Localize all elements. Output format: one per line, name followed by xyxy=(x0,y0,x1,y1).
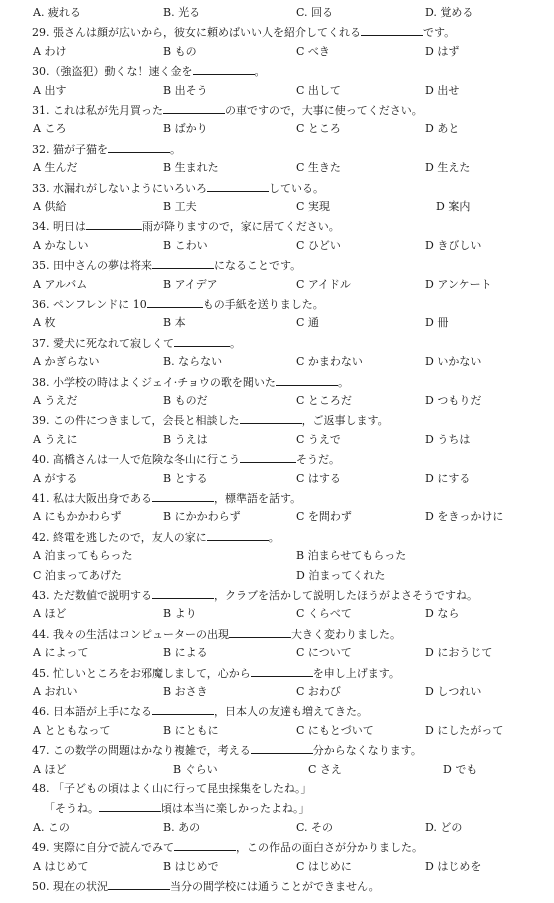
question-line xyxy=(0,218,554,234)
question-text xyxy=(32,878,380,895)
options-row xyxy=(0,509,554,525)
question-stem: 41. 私は大阪出身である xyxy=(32,492,152,505)
option-c: C 生きた xyxy=(296,161,341,175)
question-line xyxy=(0,374,554,390)
option-a: A かぎらない xyxy=(33,355,100,369)
option-b: B うえは xyxy=(163,432,208,446)
question-line xyxy=(0,412,554,428)
question-tail: している。 xyxy=(269,181,324,195)
option-a: A はじめて xyxy=(33,859,89,873)
options-row xyxy=(0,684,554,700)
option-d: D. 覚める xyxy=(425,6,474,19)
option-c: C について xyxy=(296,646,352,660)
question-text xyxy=(32,781,312,797)
question-tail: 雨が降りますので，家に居てください。 xyxy=(142,220,340,234)
question-stem: 46. 日本語が上手になる xyxy=(32,705,152,719)
option-b: B ものだ xyxy=(163,394,208,407)
option-a: A. 疲れる xyxy=(33,6,81,19)
option-d: D にする xyxy=(425,471,471,485)
option-a: A アルバム xyxy=(33,277,88,291)
question-tail: を申し上げます。 xyxy=(312,666,400,680)
question-text xyxy=(32,374,349,391)
option-d: D きびしい xyxy=(425,238,482,252)
option-a: A うえだ xyxy=(33,394,78,407)
question-stem: 33. 水漏れがしないようにいろいろ xyxy=(32,181,207,195)
question-line xyxy=(0,742,554,758)
question-text xyxy=(32,587,478,604)
option-b: B ばかり xyxy=(163,122,208,136)
options-row xyxy=(0,354,554,370)
option-c: C くらべて xyxy=(296,607,352,621)
option-b: B. あの xyxy=(163,820,201,834)
option-d: D いかない xyxy=(425,355,482,369)
question-tail: ，ご返事します。 xyxy=(301,414,389,428)
option-b: B おさき xyxy=(163,685,208,698)
option-c: C アイドル xyxy=(296,277,351,291)
options-row xyxy=(0,645,554,661)
answer-blank xyxy=(99,800,161,812)
option-a: A おれい xyxy=(33,685,78,698)
question-tail: 当分の間学校には通うことができません。 xyxy=(170,880,380,893)
question-tail: 分からなくなります。 xyxy=(312,744,422,758)
question-text xyxy=(32,839,423,856)
question-stem: 32. 猫が子猫を xyxy=(32,142,108,156)
answer-blank xyxy=(86,218,142,230)
question-tail: 。 xyxy=(268,530,280,544)
option-c: C べき xyxy=(296,44,330,58)
answer-blank xyxy=(147,296,203,308)
question-text xyxy=(44,800,310,817)
question-stem: 36. ペンフレンドに 10 xyxy=(32,298,147,311)
question-line xyxy=(0,257,554,273)
question-line xyxy=(0,102,554,118)
question-stem: 39. この件につきまして，会長と相談した xyxy=(32,414,240,428)
answer-blank xyxy=(240,412,302,424)
option-b: B. 光る xyxy=(163,6,201,19)
options-row xyxy=(0,238,554,254)
question-line xyxy=(0,141,554,157)
question-stem: 45. 忙しいところをお邪魔しまして，心から xyxy=(32,666,251,680)
question-line xyxy=(0,335,554,351)
option-d: D うちは xyxy=(425,432,471,446)
question-tail: 。 xyxy=(337,375,349,389)
question-line xyxy=(0,878,554,894)
option-d: D をきっかけに xyxy=(425,510,504,524)
question-text xyxy=(32,141,181,158)
question-stem: 42. 終電を逃したので，友人の家に xyxy=(32,530,207,544)
options-row xyxy=(0,315,554,331)
options-row xyxy=(0,548,554,564)
question-tail: ，日本人の友達も増えてきた。 xyxy=(214,705,368,719)
question-text xyxy=(32,451,340,468)
option-a: A 枚 xyxy=(33,316,56,330)
option-b: B もの xyxy=(163,44,197,58)
question-line xyxy=(0,63,554,79)
question-text xyxy=(32,335,241,352)
question-tail: 大きく変わりました。 xyxy=(291,627,401,641)
option-c: B 泊まらせてもらった xyxy=(296,549,407,563)
option-d: D はず xyxy=(425,44,460,58)
option-a: A にもかかわらず xyxy=(33,510,122,524)
option-c: C ところだ xyxy=(296,394,352,407)
option-b: B による xyxy=(163,646,208,660)
options-row xyxy=(0,606,554,622)
option-d: D 冊 xyxy=(425,316,449,330)
option-c: C 出して xyxy=(296,83,341,97)
option-a: A によって xyxy=(33,646,89,660)
answer-blank xyxy=(251,742,313,754)
question-stem: 44. 我々の生活はコンピューターの出現 xyxy=(32,627,229,641)
question-line xyxy=(0,24,554,40)
option-d: D. どの xyxy=(425,820,463,834)
answer-blank xyxy=(229,626,291,638)
question-line xyxy=(0,490,554,506)
question-tail: もの手紙を送りました。 xyxy=(202,298,324,311)
question-tail: 。 xyxy=(254,65,266,79)
option-a: A 出す xyxy=(33,83,67,97)
question-stem: 47. この数学の問題はかなり複雑で，考える xyxy=(32,744,251,758)
question-text xyxy=(32,529,280,546)
options-row xyxy=(0,762,554,778)
option-a: A ほど xyxy=(33,607,67,621)
question-line xyxy=(0,665,554,681)
options-row xyxy=(0,199,554,215)
question-tail: の車ですので，大事に使ってください。 xyxy=(225,104,423,117)
answer-blank xyxy=(152,490,214,502)
answer-blank xyxy=(163,102,225,114)
option-d: D におうじて xyxy=(425,646,493,660)
option-d: D にしたがって xyxy=(425,723,504,737)
option-d: D しつれい xyxy=(425,685,482,698)
question-tail: ，標準語を話す。 xyxy=(214,492,302,505)
question-stem: 43. ただ数値で説明する xyxy=(32,589,152,602)
question-line xyxy=(0,296,554,312)
answer-blank xyxy=(276,374,338,386)
question-stem: 37. 愛犬に死なれて寂しくて xyxy=(32,336,174,350)
question-tail: ，クラブを活かして説明したほうがよさそうですね。 xyxy=(214,589,478,602)
option-c: C かまわない xyxy=(296,355,363,369)
option-d: D あと xyxy=(425,122,460,136)
option-b: B 本 xyxy=(163,316,186,330)
option-b: B アイデア xyxy=(163,277,218,291)
question-text xyxy=(32,24,455,41)
option-d: D なら xyxy=(425,607,460,621)
option-b: B より xyxy=(163,607,197,621)
question-stem: 「そうね。 xyxy=(44,802,99,816)
answer-blank xyxy=(174,335,230,347)
option-a: A ほど xyxy=(33,762,67,776)
options-row xyxy=(0,723,554,739)
question-stem: 31. これは私が先月買った xyxy=(32,104,163,117)
question-text xyxy=(32,412,389,429)
option-c: C ところ xyxy=(296,122,341,136)
option-c: C 通 xyxy=(296,316,319,330)
question-tail: そうだ。 xyxy=(296,453,340,467)
question-text xyxy=(32,63,266,80)
option-b: B 工夫 xyxy=(163,200,197,213)
question-stem: 49. 実際に自分で読んでみて xyxy=(32,841,174,855)
options-row xyxy=(0,393,554,409)
question-tail: 。 xyxy=(170,142,181,156)
option-a: A うえに xyxy=(33,432,78,446)
question-stem: 50. 現在の状況 xyxy=(32,880,108,893)
question-stem: 34. 明日は xyxy=(32,220,86,234)
question-line xyxy=(0,703,554,719)
question-text xyxy=(32,102,423,119)
question-stem: 38. 小学校の時はよくジェイ·チョウの歌を聞いた xyxy=(32,375,276,389)
option-a: A とともなって xyxy=(33,723,111,737)
option-b: B とする xyxy=(163,471,208,485)
options-row xyxy=(0,568,554,584)
option-b: B はじめで xyxy=(163,859,219,873)
question-text xyxy=(32,665,400,682)
question-text xyxy=(32,257,301,274)
question-line xyxy=(0,180,554,196)
question-stem: 29. 張さんは顔が広いから，彼女に頼めばいい人を紹介してくれる xyxy=(32,26,361,40)
option-a: A かなしい xyxy=(33,238,89,252)
question-text xyxy=(32,626,401,643)
option-c: C おわび xyxy=(296,685,341,698)
question-text xyxy=(32,218,340,235)
answer-blank xyxy=(108,878,170,890)
options-row xyxy=(0,432,554,448)
question-line xyxy=(0,587,554,603)
options-row xyxy=(0,859,554,875)
options-row xyxy=(0,83,554,99)
question-text xyxy=(32,180,324,197)
options-row xyxy=(0,121,554,137)
option-b: B こわい xyxy=(163,238,208,252)
question-line xyxy=(0,800,554,816)
option-a: A ころ xyxy=(33,122,67,136)
option-d: D つもりだ xyxy=(425,394,482,407)
question-line xyxy=(0,529,554,545)
option-c: C うえで xyxy=(296,432,341,446)
question-line xyxy=(0,839,554,855)
option-a: A わけ xyxy=(33,44,67,58)
option-d: D でも xyxy=(443,762,478,776)
options-row xyxy=(0,471,554,487)
options-row xyxy=(0,44,554,60)
answer-blank xyxy=(251,665,313,677)
answer-blank xyxy=(207,529,269,541)
option-a: A 泊まってもらった xyxy=(33,549,133,563)
question-text xyxy=(32,296,324,313)
question-line xyxy=(0,781,554,797)
answer-blank xyxy=(174,839,236,851)
answer-blank xyxy=(152,257,214,269)
options-row xyxy=(0,277,554,293)
question-text xyxy=(32,703,368,720)
question-tail: 頃は本当に楽しかったよね。」 xyxy=(161,802,310,816)
question-tail: になることです。 xyxy=(214,259,302,273)
option-b: B ぐらい xyxy=(173,762,218,776)
option-a: C 泊まってあげた xyxy=(33,568,122,582)
question-text xyxy=(32,490,301,507)
option-b: B 出そう xyxy=(163,83,208,97)
option-d: D 出せ xyxy=(425,83,460,97)
question-stem: 35. 田中さんの夢は将来 xyxy=(32,259,152,273)
option-c: C. その xyxy=(296,820,334,834)
option-c: C を問わず xyxy=(296,510,352,524)
question-stem: 30.（強盗犯）動くな！速く金を xyxy=(32,65,193,79)
question-tail: 。 xyxy=(230,336,241,350)
option-c: C 実現 xyxy=(296,200,330,213)
question-text xyxy=(32,742,422,759)
option-d: D アンケート xyxy=(425,277,492,291)
option-c: C さえ xyxy=(308,762,342,776)
options-row xyxy=(0,160,554,176)
option-b: B にともに xyxy=(163,723,219,737)
answer-blank xyxy=(240,451,296,463)
option-c: C にもとづいて xyxy=(296,723,374,737)
option-a: A. この xyxy=(33,820,70,834)
answer-blank xyxy=(152,703,214,715)
answer-blank xyxy=(207,180,269,192)
option-c: D 泊まってくれた xyxy=(296,568,386,582)
option-d: D 生えた xyxy=(425,161,471,175)
option-c: C ひどい xyxy=(296,238,341,252)
question-stem: 40. 高橋さんは一人で危険な冬山に行こう xyxy=(32,453,240,467)
option-c: C はする xyxy=(296,471,341,485)
question-tail: ，この作品の面白さが分かりました。 xyxy=(236,841,423,855)
question-tail: です。 xyxy=(423,26,456,40)
option-b: B 生まれた xyxy=(163,161,219,175)
answer-blank xyxy=(193,63,255,75)
option-b: B. ならない xyxy=(163,355,223,369)
option-d: D はじめを xyxy=(425,859,482,873)
answer-blank xyxy=(108,141,170,153)
question-line xyxy=(0,451,554,467)
option-d: D 案内 xyxy=(436,200,471,213)
option-a: A がする xyxy=(33,471,78,485)
question-line xyxy=(0,626,554,642)
option-c: C はじめに xyxy=(296,859,352,873)
question-stem: 48. 「子どもの頃はよく山に行って昆虫採集をしたね。」 xyxy=(32,782,312,795)
option-b: B にかかわらず xyxy=(163,510,241,524)
option-a: A 生んだ xyxy=(33,161,78,175)
option-a: A 供給 xyxy=(33,200,67,213)
answer-blank xyxy=(152,587,214,599)
option-c: C. 回る xyxy=(296,6,334,19)
answer-blank xyxy=(361,24,423,36)
options-row xyxy=(0,820,554,836)
options-row xyxy=(0,5,554,21)
